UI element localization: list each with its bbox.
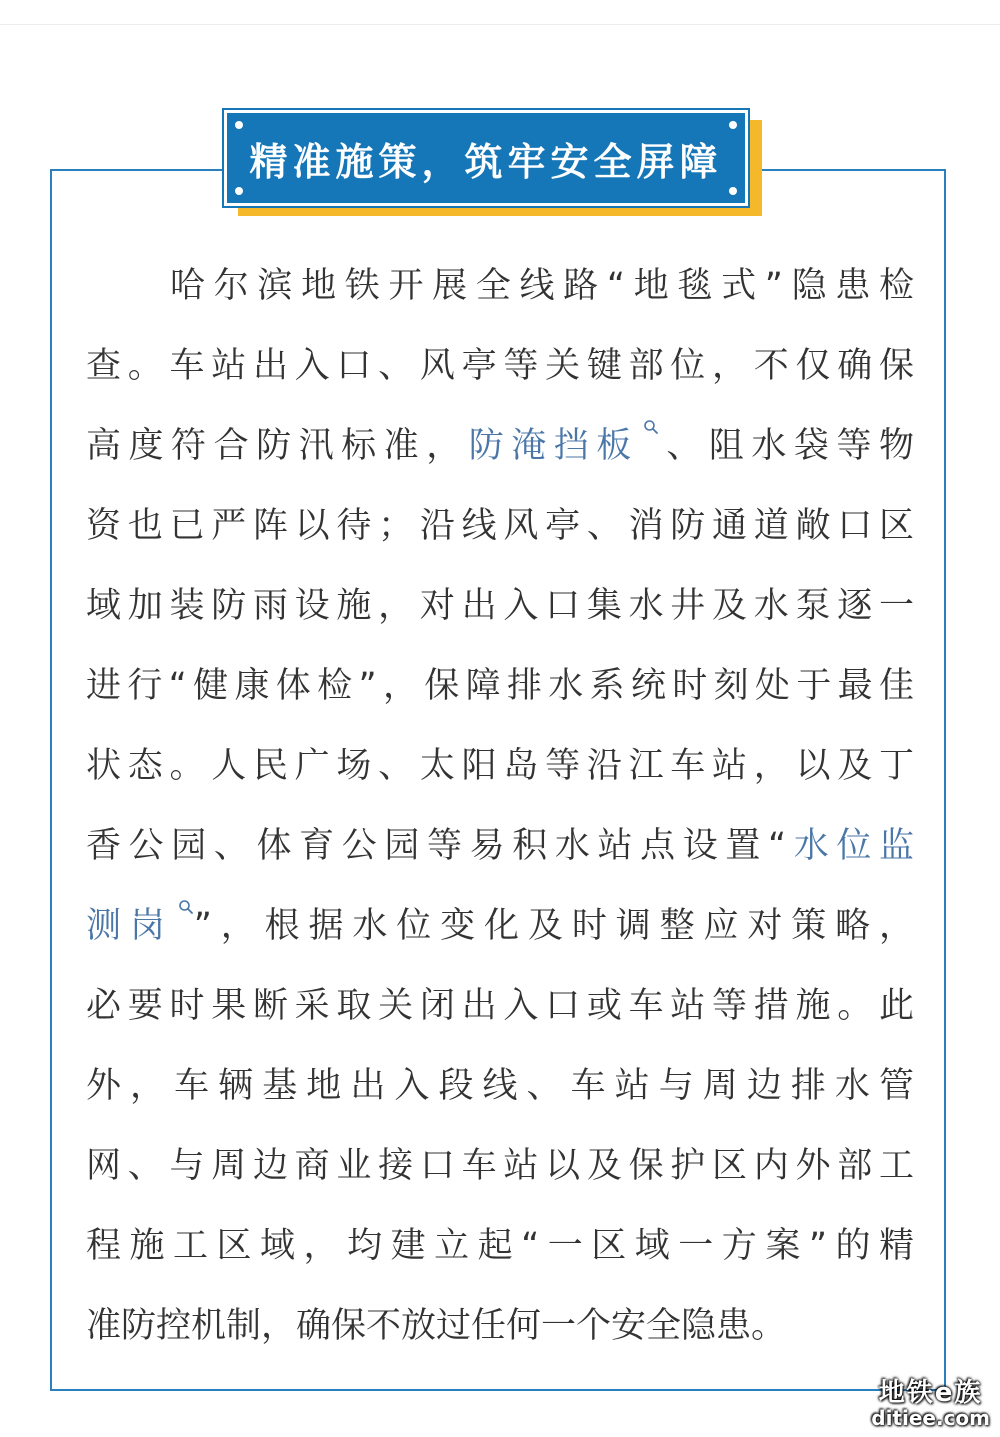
paragraph-line <box>86 326 914 406</box>
paragraph-line <box>86 726 914 806</box>
paragraph-line <box>86 1286 914 1366</box>
paragraph-text: 程施工区域，均建立起“一区域一方案”的精 <box>86 1226 914 1266</box>
corner-dot <box>729 121 737 129</box>
search-icon[interactable] <box>178 899 194 915</box>
title-box <box>224 110 748 206</box>
watermark-url: ditiee.com <box>871 1406 990 1430</box>
paragraph-line <box>86 886 914 966</box>
paragraph-line <box>86 1126 914 1206</box>
keyword-link[interactable]: 测岗 <box>86 906 174 946</box>
top-divider <box>0 24 1000 25</box>
paragraph-text: 外，车辆基地出入段线、车站与周边排水管 <box>86 1066 914 1106</box>
paragraph-text: 哈尔滨地铁开展全线路“地毯式”隐患检 <box>170 266 914 306</box>
paragraph-line <box>86 566 914 646</box>
paragraph-line <box>86 966 914 1046</box>
article-body <box>86 246 914 1366</box>
corner-dot <box>235 121 243 129</box>
paragraph-text: 必要时果断采取关闭出入口或车站等措施。此 <box>86 986 914 1026</box>
paragraph-text: 网、与周边商业接口车站以及保护区内外部工 <box>86 1146 914 1186</box>
paragraph-text: 资也已严阵以待；沿线风亭、消防通道敞口区 <box>86 506 914 546</box>
paragraph-text: 进行“健康体检”，保障排水系统时刻处于最佳 <box>86 666 914 706</box>
paragraph-line <box>86 246 914 326</box>
corner-dot <box>729 187 737 195</box>
paragraph-text: 高度符合防汛标准， <box>86 426 469 466</box>
corner-dot <box>235 187 243 195</box>
section-title: 精准施策，筑牢安全屏障 <box>249 139 723 184</box>
watermark <box>871 1379 990 1429</box>
paragraph-text: 状态。人民广场、太阳岛等沿江车站，以及丁 <box>86 746 914 786</box>
paragraph-text: 准防控机制，确保不放过任何一个安全隐患。 <box>86 1306 787 1346</box>
paragraph-text: 域加装防雨设施，对出入口集水井及水泵逐一 <box>86 586 914 626</box>
paragraph-line <box>86 646 914 726</box>
search-icon[interactable] <box>643 419 659 435</box>
section-title-banner <box>224 110 764 218</box>
paragraph-text: 、阻水袋等物 <box>658 426 914 466</box>
keyword-link[interactable]: 防淹挡板 <box>468 426 639 466</box>
keyword-link[interactable]: 水位监 <box>786 826 914 866</box>
paragraph-line <box>86 406 914 486</box>
watermark-logo-text: 地铁e族 <box>878 1378 983 1408</box>
paragraph-line <box>86 1046 914 1126</box>
paragraph-text: 查。车站出入口、风亭等关键部位，不仅确保 <box>86 346 914 386</box>
paragraph-text: ”，根据水位变化及时调整应对策略， <box>193 906 914 946</box>
paragraph-text: 香公园、体育公园等易积水站点设置“ <box>86 826 787 866</box>
paragraph-line <box>86 486 914 566</box>
paragraph-line <box>86 806 914 886</box>
paragraph-line <box>86 1206 914 1286</box>
